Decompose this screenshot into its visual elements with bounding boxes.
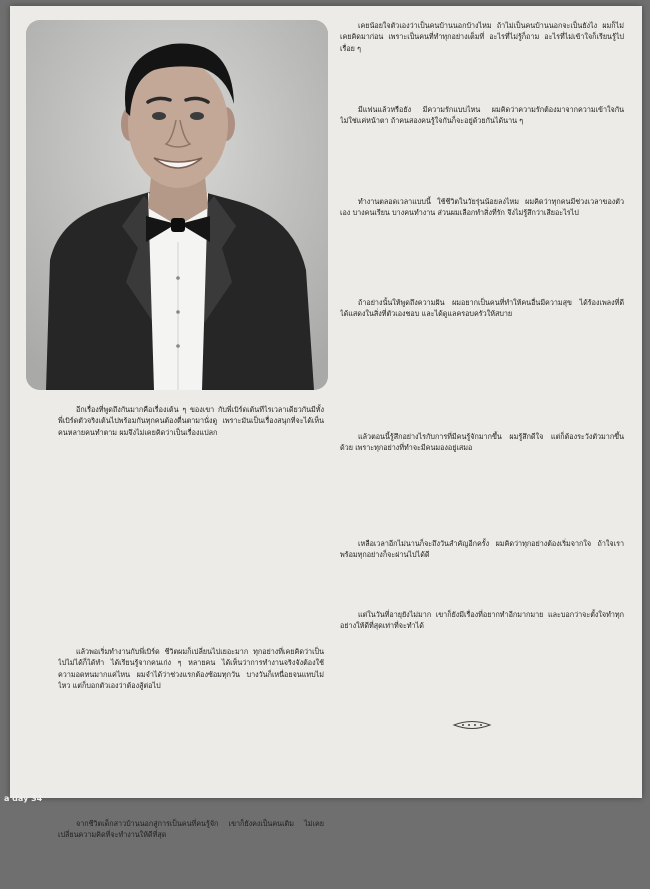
right-paragraph: เคยน้อยใจตัวเองว่าเป็นคนบ้านนอกบ้างไหม ถ้าไม่เป็นคนบ้านนอกจะเป็นยังไง ผมก็ไม่เคยคิดมาก่อน เพราะเป็นคนที่ทำทุกอย่างเต็มที่ อะไรที่ไม่รู้ก็ถาม อะไรที่ไม่เข้าใจก็เรียนรู้ไปเรื่อย ๆ bbox=[340, 21, 624, 53]
left-paragraph: อีกเรื่องที่พูดถึงกันมากคือเรื่องเต้น ๆ ของเขา กับพี่เบิร์ดเต้นทีไรเวลาเดียวกันมีทั้งพี่เบิร์ดตัวจริงเต้นไปพร้อมกันทุกคนต้องตื่นตามานั่งดู เพราะมันเป็นเรื่องสนุกที่จะได้เห็นคนหลายคนทำตาม ผมจึงไม่เคยคิดว่าเป็นเรื่องแปลก bbox=[58, 405, 324, 437]
left-text-column bbox=[58, 404, 324, 889]
end-ornament-icon bbox=[452, 720, 492, 730]
portrait-photo bbox=[26, 20, 328, 390]
right-paragraph: เหลือเวลาอีกไม่นานก็จะถึงวันสำคัญอีกครั้ง ผมคิดว่าทุกอย่างต้องเริ่มจากใจ ถ้าใจเราพร้อมทุกอย่างก็จะผ่านไปได้ดี bbox=[340, 539, 624, 560]
left-paragraph: จากชีวิตเด็กสาวบ้านนอกสู่การเป็นคนที่คนรู้จัก เขาก็ยังคงเป็นคนเดิม ไม่เคยเปลี่ยนความคิดที่จะทำงานให้ดีที่สุด bbox=[58, 819, 324, 840]
right-paragraph: ถ้าอย่างนั้นให้พูดถึงความฝัน ผมอยากเป็นคนที่ทำให้คนอื่นมีความสุข ได้ร้องเพลงที่ดี ได้แสดงในสิ่งที่ตัวเองชอบ และได้ดูแลครอบครัวให้สบาย bbox=[340, 298, 624, 319]
left-paragraph: แล้วพอเริ่มทำงานกับพี่เบิร์ด ชีวิตผมก็เปลี่ยนไปเยอะมาก ทุกอย่างที่เคยคิดว่าเป็นไปไม่ได้ก็ได้ทำ ได้เรียนรู้จากคนเก่ง ๆ หลายคน ได้เห็นว่าการทำงานจริงจังต้องใช้ความอดทนมากแค่ไหน ผมจำได้ว่าช่วงแรกต้องซ้อมทุกวัน บางวันก็เหนื่อยจนแทบไม่ไหว แต่ก็บอกตัวเองว่าต้องสู้ต่อไป bbox=[58, 647, 324, 690]
right-paragraph: ทำงานตลอดเวลาแบบนี้ ใช้ชีวิตในวัยรุ่นน้อยลงไหม ผมคิดว่าทุกคนมีช่วงเวลาของตัวเอง บางคนเรียน บางคนทำงาน ส่วนผมเลือกทำสิ่งที่รัก จึงไม่รู้สึกว่าเสียอะไรไป bbox=[340, 197, 624, 218]
right-paragraph: แล้วตอนนี้รู้สึกอย่างไรกับการที่มีคนรู้จักมากขึ้น ผมรู้สึกดีใจ แต่ก็ต้องระวังตัวมากขึ้นด้วย เพราะทุกอย่างที่ทำจะมีคนมองอยู่เสมอ bbox=[340, 432, 624, 453]
right-text-column bbox=[340, 20, 624, 666]
right-paragraph: มีแฟนแล้วหรือยัง มีความรักแบบไหน ผมคิดว่าความรักต้องมาจากความเข้าใจกัน ไม่ใช่แค่หน้าตา ถ้าคนสองคนรู้ใจกันก็จะอยู่ด้วยกันได้นาน ๆ bbox=[340, 105, 624, 126]
portrait-illustration bbox=[26, 20, 328, 390]
right-paragraph: แต่ในวันที่อายุยังไม่มาก เขาก็ยังมีเรื่องที่อยากทำอีกมากมาย และบอกว่าจะตั้งใจทำทุกอย่างให้ดีที่สุดเท่าที่จะทำได้ bbox=[340, 610, 624, 631]
page-footer: a day 34 bbox=[4, 794, 43, 803]
